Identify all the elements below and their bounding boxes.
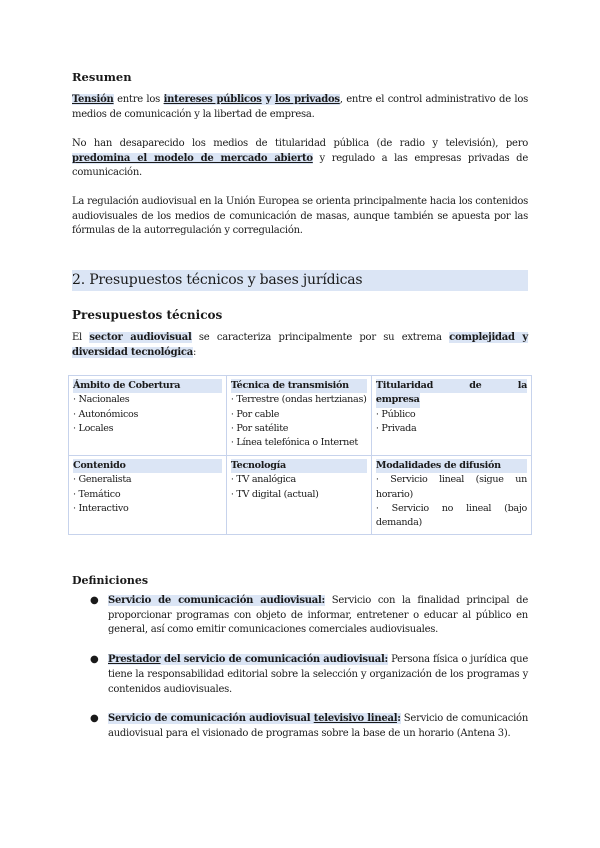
intro-paragraph: El sector audiovisual se caracteriza principalmente por su extrema complejidad y diversidad tecnológica: xyxy=(72,332,528,358)
section-title: 2. Presupuestos técnicos y bases jurídicas xyxy=(72,270,528,291)
definition-text: Servicio con la finalidad principal de proporcionar programas con objeto de informar, entretener o educar al público en general, así como emitir comunicaciones comerciales audiovisuales. xyxy=(108,595,528,636)
definition-term: Servicio de comunicación audiovisual xyxy=(108,713,314,725)
subsection-title: Presupuestos técnicos xyxy=(72,308,223,322)
definitions-list xyxy=(72,594,528,757)
list-item: · Terrestre (ondas hertzianas) xyxy=(230,394,367,406)
table-cell xyxy=(226,376,371,456)
definition-term: televisivo lineal xyxy=(313,713,398,725)
cell-header: Tecnología xyxy=(231,459,367,473)
term-complejidad: complejidad y diversidad tecnológica xyxy=(72,332,528,358)
definition-term: Servicio de comunicación audiovisual: xyxy=(108,595,325,606)
cell-header: Ámbito de Cobertura xyxy=(73,379,222,393)
resumen-paragraph-3: La regulación audiovisual en la Unión Europea se orienta principalmente hacia los contenidos audiovisuales de los medios de comunicación de masas, aunque también se apuesta por las fórmulas de la autorregulación y corregulación. xyxy=(72,196,528,237)
term-modelo-mercado-abierto: predomina el modelo de mercado abierto xyxy=(72,152,313,164)
list-item: · Privada xyxy=(375,422,417,434)
table-cell xyxy=(226,456,371,535)
resumen-heading: Resumen xyxy=(72,70,132,84)
list-item: · Línea telefónica o Internet xyxy=(230,437,358,449)
list-item: · Generalista xyxy=(73,474,132,486)
definiciones-heading: Definiciones xyxy=(72,574,149,587)
table-cell xyxy=(371,376,531,456)
definition-text: Persona física o jurídica que tiene la responsabilidad editorial sobre la selección y organización de los programas y contenidos audiovisuales. xyxy=(108,654,528,695)
list-item: · Autonómicos xyxy=(73,408,139,420)
definition-term: Prestador xyxy=(108,654,161,666)
cell-header: Contenido xyxy=(73,459,222,473)
table-cell xyxy=(69,376,227,456)
list-item: · Locales xyxy=(73,422,114,434)
table-row xyxy=(69,456,532,535)
table-cell xyxy=(69,456,227,535)
list-item: · Servicio lineal (sigue un horario) xyxy=(375,474,527,500)
list-item: ● Servicio de comunicación audiovisual televisivo lineal: Servicio de comunicación audiovisual para el visionado de programas sobre la base de un horario (Antena 3). xyxy=(90,713,529,739)
list-item xyxy=(72,653,528,697)
cell-header-line2: empresa xyxy=(376,393,420,407)
bullet-icon: ● xyxy=(90,654,99,666)
definition-term: del servicio de comunicación audiovisual: xyxy=(160,654,388,666)
list-item: · Temático xyxy=(73,488,121,500)
list-item: · Nacionales xyxy=(73,394,130,406)
list-item: · Interactivo xyxy=(73,502,129,514)
cell-header: Modalidades de difusión xyxy=(376,459,527,473)
list-item: · Por cable xyxy=(230,408,280,420)
list-item: · Público xyxy=(375,408,416,420)
presupuestos-table xyxy=(68,375,532,535)
bullet-icon: ● xyxy=(90,595,99,606)
resumen-paragraph-2: No han desaparecido los medios de titularidad pública (de radio y televisión), pero predomina el modelo de mercado abierto y regulado a las empresas privadas de comunicación. xyxy=(72,138,529,179)
cell-header: Titularidad de la xyxy=(376,379,527,393)
table-cell xyxy=(371,456,531,535)
definition-text: Servicio de comunicación audiovisual para el visionado de programas sobre la base de un horario (Antena 3). xyxy=(108,713,529,739)
resumen-paragraph-1: Tensión entre los intereses públicos y los privados, entre el control administrativo de los medios de comunicación y la libertad de empresa. xyxy=(72,94,528,120)
list-item: · Por satélite xyxy=(230,422,289,434)
list-item xyxy=(72,594,528,638)
cell-header: Técnica de transmisión xyxy=(231,379,367,393)
term-tension: Tensión xyxy=(72,94,114,105)
term-sector-audiovisual: sector audiovisual xyxy=(89,332,192,343)
term-los-privados: los privados xyxy=(274,94,340,105)
list-item: · TV digital (actual) xyxy=(230,488,319,500)
bullet-icon: ● xyxy=(90,713,99,725)
list-item: · TV analógica xyxy=(230,474,296,486)
table-row xyxy=(69,376,532,456)
term-intereses-publicos: intereses públicos xyxy=(163,94,262,105)
list-item: · Servicio no lineal (bajo demanda) xyxy=(375,502,527,529)
